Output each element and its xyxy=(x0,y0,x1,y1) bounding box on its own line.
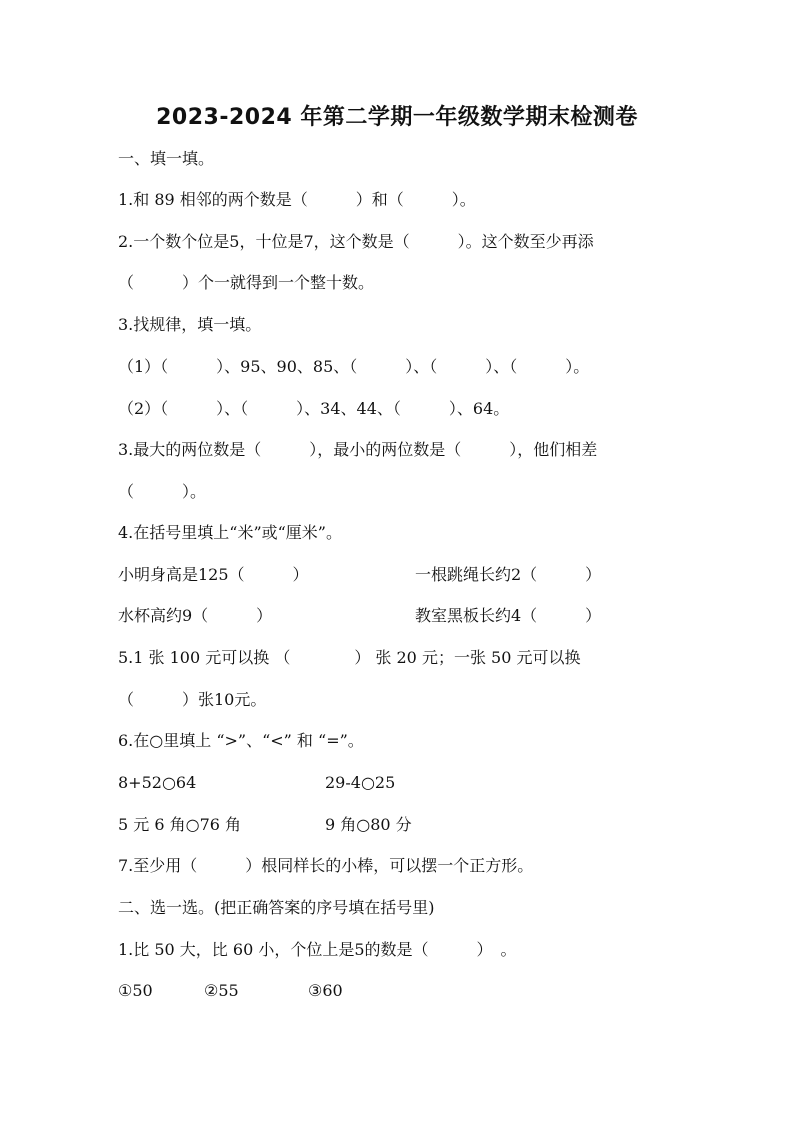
question-5-line1: 5.1 张 100 元可以换 （ ） 张 20 元；一张 50 元可以换 xyxy=(118,648,581,667)
question-6-row2 xyxy=(118,814,688,836)
question-6-d: 9 角○80 分 xyxy=(325,815,412,834)
question-2-line1: 2.一个数个位是5，十位是7，这个数是（ ）。这个数至少再添 xyxy=(118,232,594,251)
question-4-row2 xyxy=(118,605,688,627)
question-3b-line1: 3.最大的两位数是（ ），最小的两位数是（ ），他们相差 xyxy=(118,440,598,459)
mc-question-1: 1.比 50 大，比 60 小，个位上是5的数是（ ） 。 xyxy=(118,940,517,959)
question-6-c: 5 元 6 角○76 角 xyxy=(118,815,242,834)
question-4-row1 xyxy=(118,564,688,586)
question-4-c: 水杯高约9（ ） xyxy=(118,606,273,625)
question-2-line2: （ ）个一就得到一个整十数。 xyxy=(118,273,375,292)
question-4: 4.在括号里填上“米”或“厘米”。 xyxy=(118,523,342,542)
question-6: 6.在○里填上 “>”、“<” 和 “=”。 xyxy=(118,731,364,750)
mc-question-1-options xyxy=(118,980,688,1002)
question-1: 1.和 89 相邻的两个数是（ ）和（ ）。 xyxy=(118,190,476,209)
question-6-a: 8+52○64 xyxy=(118,773,197,792)
question-5-line2: （ ）张10元。 xyxy=(118,690,267,709)
question-4-a: 小明身高是125（ ） xyxy=(118,565,309,584)
question-6-b: 29-4○25 xyxy=(325,773,396,792)
page-title: 2023-2024 年第二学期一年级数学期末检测卷 xyxy=(156,105,638,130)
question-3-sub2: （2）（ ）、（ ）、34、44、（ ）、64。 xyxy=(118,399,510,418)
option-1: ①50 xyxy=(118,981,153,1000)
option-3: ③60 xyxy=(308,981,343,1000)
question-4-d: 教室黑板长约4（ ） xyxy=(415,606,602,625)
section1-heading: 一、填一填。 xyxy=(118,149,215,168)
question-6-row1 xyxy=(118,772,688,794)
section2-heading: 二、选一选。(把正确答案的序号填在括号里) xyxy=(118,898,435,917)
question-7: 7.至少用（ ）根同样长的小棒，可以摆一个正方形。 xyxy=(118,856,534,875)
question-4-b: 一根跳绳长约2（ ） xyxy=(415,565,602,584)
question-3-sub1: （1）（ ）、95、90、85、（ ）、（ ）、（ ）。 xyxy=(118,357,590,376)
option-2: ②55 xyxy=(204,981,239,1000)
question-3: 3.找规律，填一填。 xyxy=(118,315,262,334)
question-3b-line2: （ ）。 xyxy=(118,482,207,501)
